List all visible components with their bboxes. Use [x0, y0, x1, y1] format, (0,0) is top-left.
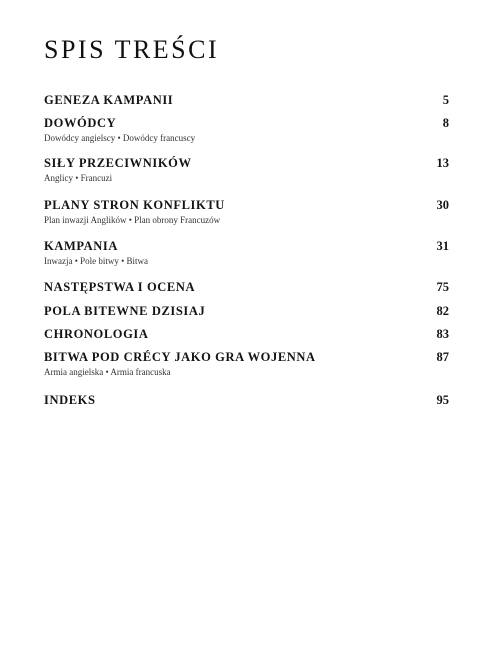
toc-page-number: 5: [442, 93, 449, 107]
toc-heading: POLA BITEWNE DZISIAJ: [44, 304, 206, 318]
toc-page-number: 82: [436, 304, 449, 318]
toc-subitems: Armia angielska • Armia francuska: [44, 367, 171, 377]
toc-entry-sily-przeciwnikow[interactable]: [44, 156, 449, 184]
toc-heading: SIŁY PRZECIWNIKÓW: [44, 156, 192, 170]
toc-heading: KAMPANIA: [44, 239, 119, 253]
toc-heading: INDEKS: [44, 393, 96, 407]
toc-heading: GENEZA KAMPANII: [44, 93, 174, 107]
toc-page-number: 30: [436, 198, 449, 212]
toc-page-number: 95: [436, 393, 449, 407]
toc-page-number: 83: [436, 327, 449, 341]
toc-entry-kampania[interactable]: [44, 239, 449, 267]
toc-page-number: 87: [436, 350, 449, 364]
toc-page-number: 8: [442, 116, 449, 130]
toc-heading: CHRONOLOGIA: [44, 327, 149, 341]
toc-subitems: Plan inwazji Anglików • Plan obrony Francuzów: [44, 215, 221, 225]
toc-page-number: 75: [436, 280, 449, 294]
toc-heading: BITWA POD CRÉCY JAKO GRA WOJENNA: [44, 350, 316, 364]
toc-entry-dowodcy[interactable]: [44, 116, 449, 144]
toc-page-number: 31: [436, 239, 449, 253]
toc-page-number: 13: [436, 156, 449, 170]
toc-heading: NASTĘPSTWA I OCENA: [44, 280, 196, 294]
toc-subitems: Anglicy • Francuzi: [44, 173, 113, 183]
toc-entry-indeks[interactable]: [44, 393, 449, 408]
page-title: SPIS TREŚCI: [44, 35, 220, 64]
toc-entry-nastepstwa-i-ocena[interactable]: [44, 280, 449, 295]
toc-entry-geneza-kampanii[interactable]: [44, 93, 449, 108]
toc-subitems: Inwazja • Pole bitwy • Bitwa: [44, 256, 149, 266]
toc-entry-chronologia[interactable]: [44, 327, 449, 342]
toc-entry-plany-stron-konfliktu[interactable]: [44, 198, 449, 226]
toc-heading: PLANY STRON KONFLIKTU: [44, 198, 225, 212]
toc-entry-bitwa-pod-crecy[interactable]: [44, 350, 449, 378]
toc-heading: DOWÓDCY: [44, 116, 117, 130]
toc-subitems: Dowódcy angielscy • Dowódcy francuscy: [44, 133, 196, 143]
toc-entry-pola-bitewne-dzisiaj[interactable]: [44, 304, 449, 319]
